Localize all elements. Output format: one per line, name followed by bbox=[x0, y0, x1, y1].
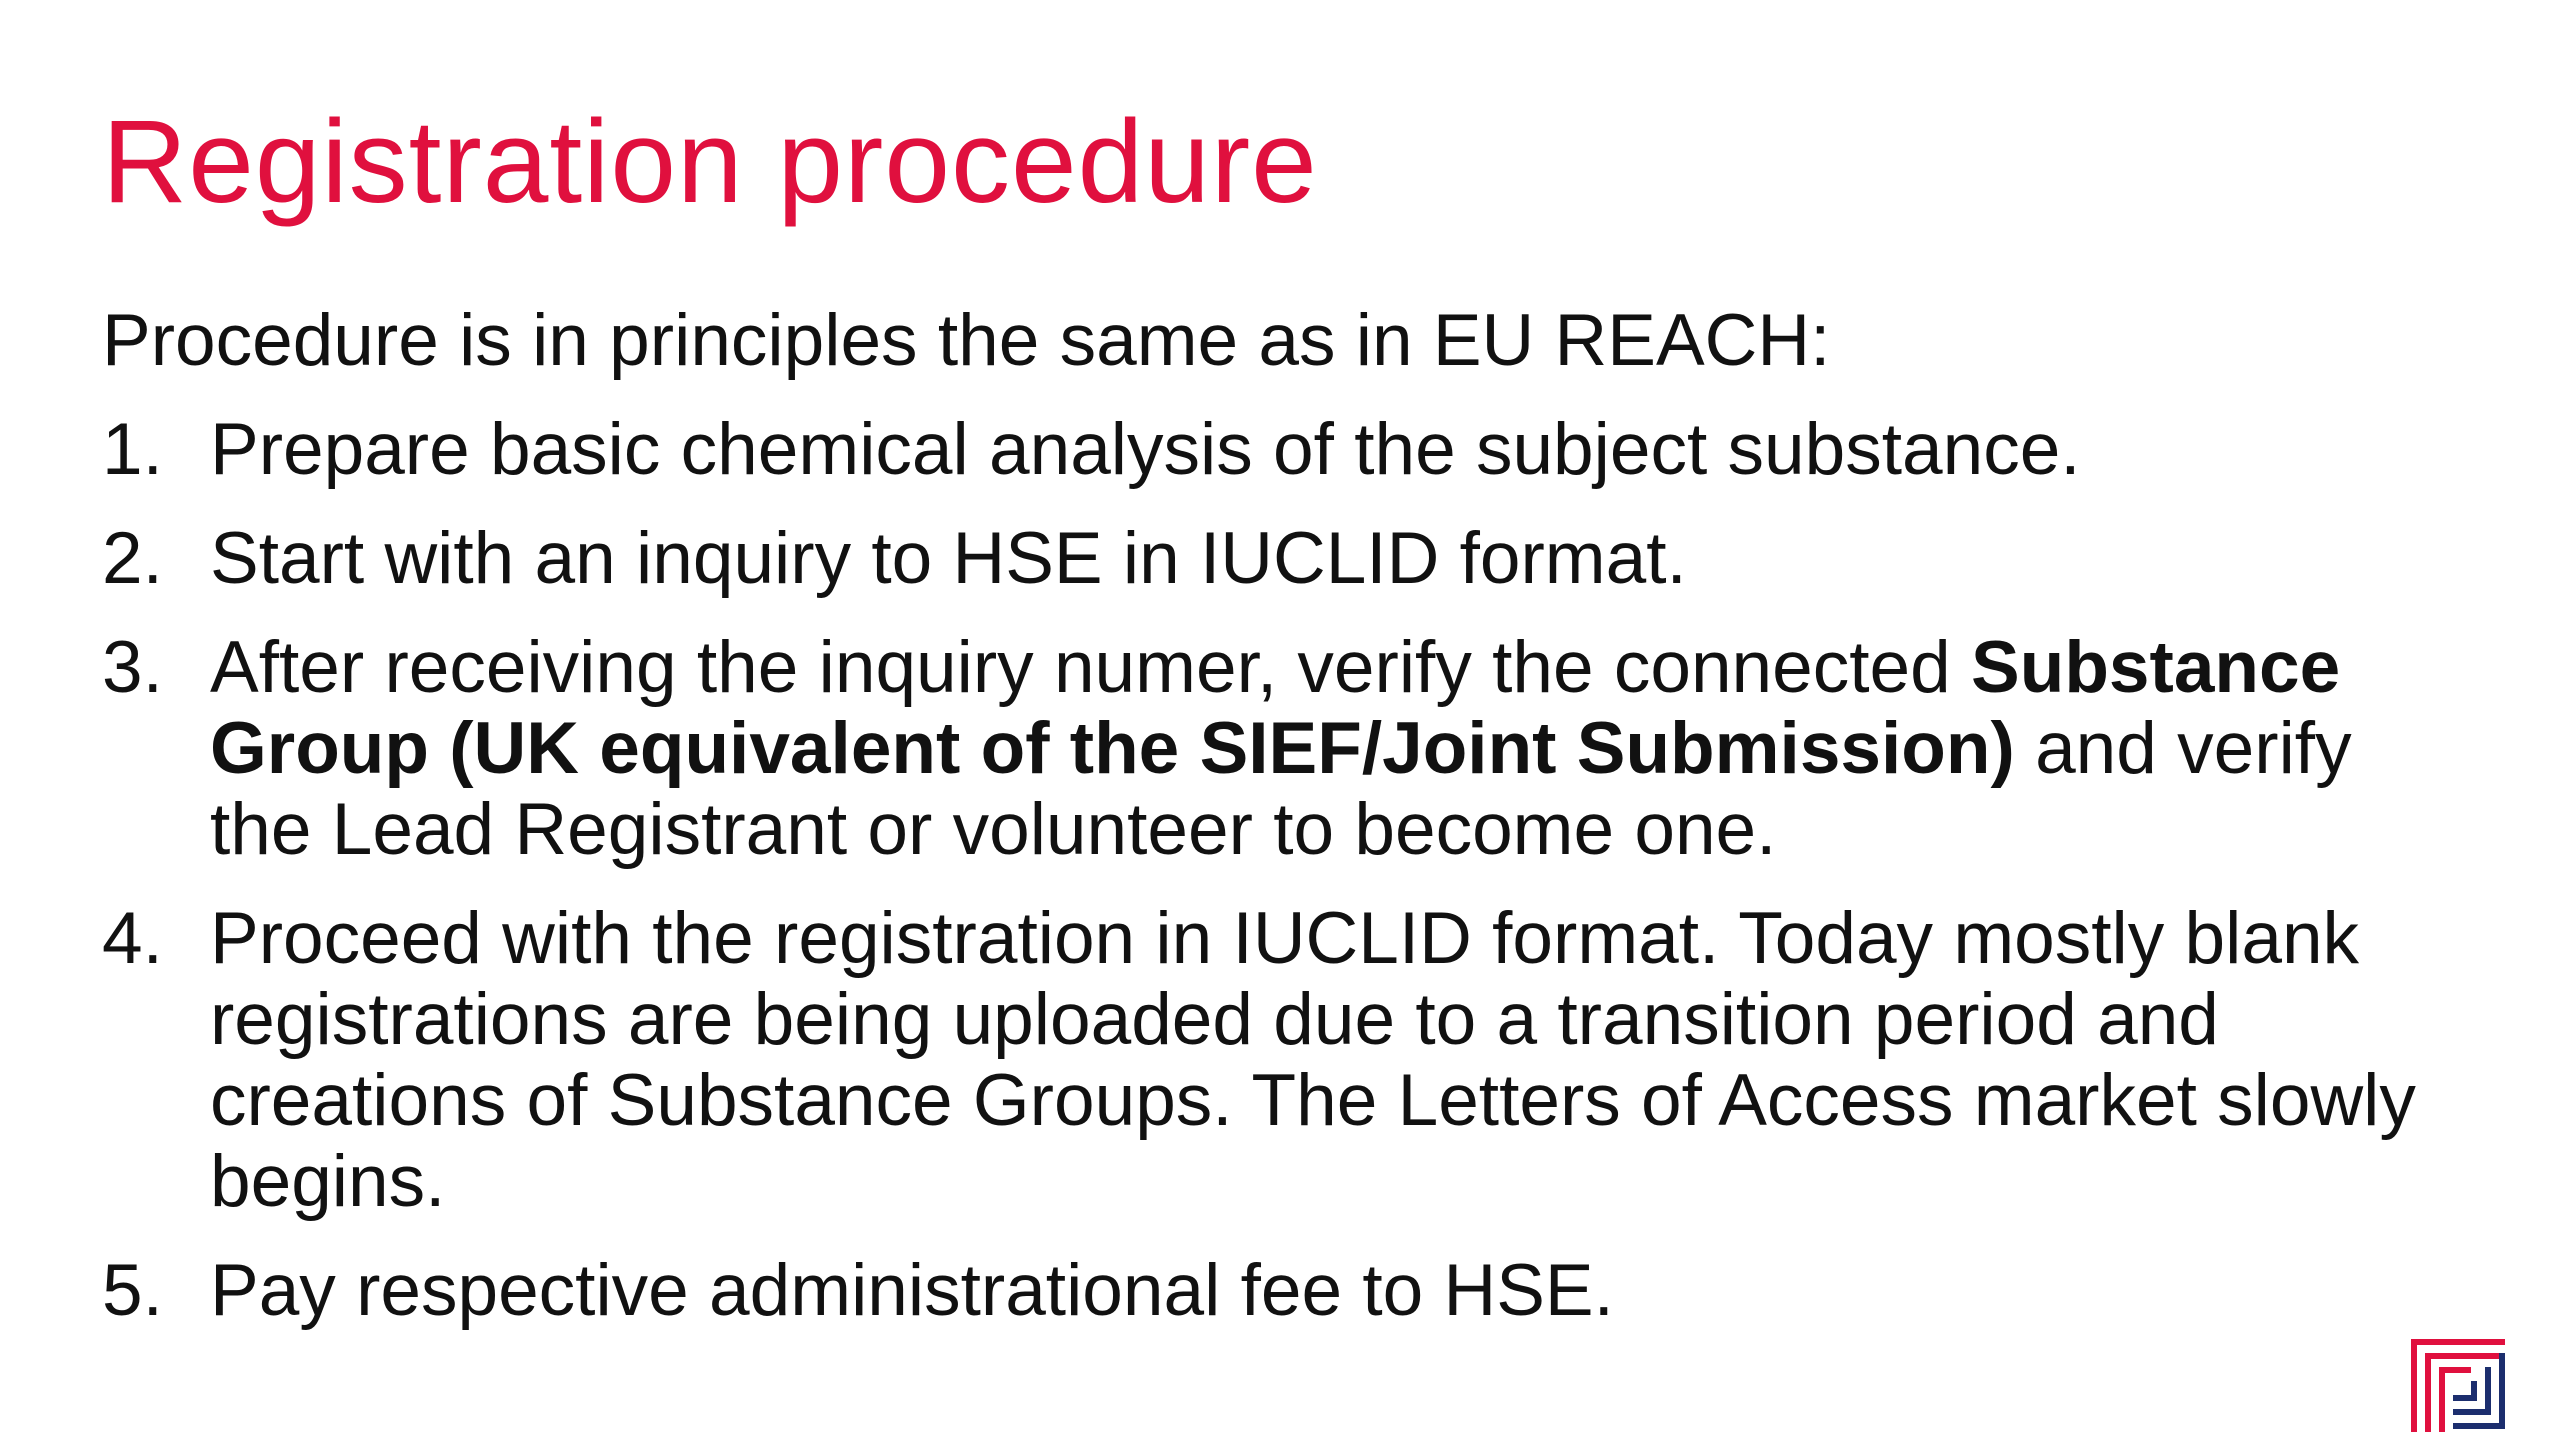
step-text: Prepare basic chemical analysis of the subject substance. bbox=[210, 409, 2081, 490]
step-number: 3. bbox=[102, 627, 163, 708]
company-logo-icon bbox=[2408, 1336, 2508, 1432]
slide-title: Registration procedure bbox=[102, 96, 1318, 228]
step-text-before: After receiving the inquiry numer, verify the connected bbox=[210, 627, 1972, 708]
list-item-step-3 bbox=[102, 627, 2462, 870]
list-item-step-4 bbox=[102, 898, 2462, 1222]
steps-list bbox=[102, 409, 2462, 1331]
step-number: 2. bbox=[102, 518, 163, 599]
list-item-step-5 bbox=[102, 1250, 2462, 1331]
slide-body bbox=[102, 300, 2462, 1359]
list-item-step-2 bbox=[102, 518, 2462, 599]
step-number: 5. bbox=[102, 1250, 163, 1331]
step-number: 4. bbox=[102, 898, 163, 979]
intro-text: Procedure is in principles the same as in EU REACH: bbox=[102, 300, 1831, 381]
step-text bbox=[210, 627, 2462, 870]
step-text: Pay respective administrational fee to HSE. bbox=[210, 1250, 1614, 1331]
step-text-bold: Substance Group (UK equivalent of the SIEF/Joint Submission) bbox=[210, 627, 2341, 789]
step-text: Start with an inquiry to HSE in IUCLID format. bbox=[210, 518, 1687, 599]
step-text-after: and verify the Lead Registrant or volunteer to become one. bbox=[210, 708, 2352, 870]
list-item-step-1 bbox=[102, 409, 2462, 490]
step-number: 1. bbox=[102, 409, 163, 490]
step-text: Proceed with the registration in IUCLID format. Today mostly blank registrations are being uploaded due to a transition period and creations of Substance Groups. The Letters of Access market slowly begins. bbox=[210, 898, 2416, 1222]
